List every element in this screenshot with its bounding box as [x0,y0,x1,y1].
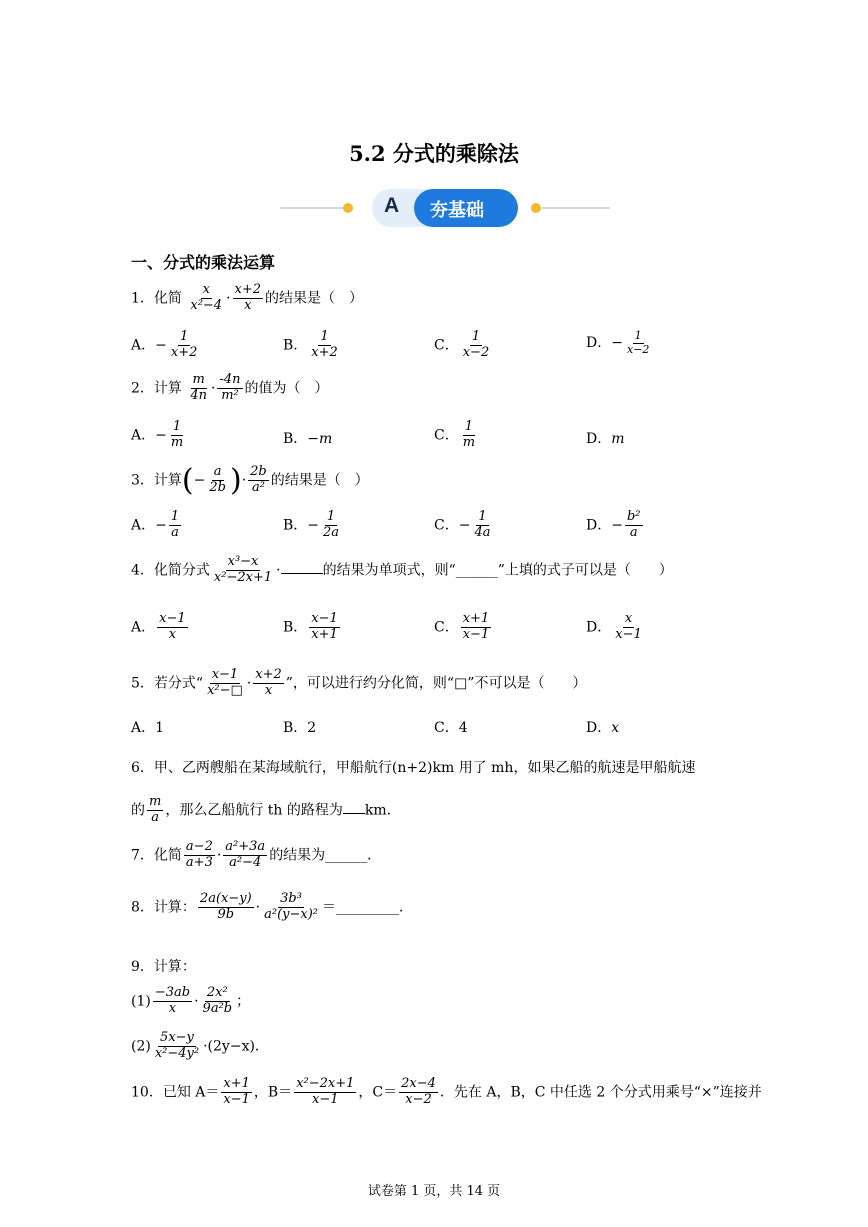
left-dot-icon [343,203,353,213]
q-lead: 化简 [153,290,182,307]
fraction: $\frac{m}{a}$ [149,794,162,825]
fraction: $\frac{2b}{\text{a²}}$ [250,464,267,495]
q-number: 1． [131,290,154,307]
q1-option-b[interactable]: B． $\frac{1}{x+2}$ [283,329,338,360]
fraction: $\frac{-3ab}{x}$ [154,985,191,1016]
banner-text: 夯基础 [430,200,484,221]
q5-option-b[interactable]: B．2 [283,720,317,736]
fraction: $\frac{\text{a²+3a}}{\text{a²−4}}$ [225,839,266,870]
question-9-part-2: (2) $\frac{5x-y}{\text{x²−4y²}}$ ·(2y−x)． [131,1030,269,1061]
q2-option-b[interactable]: B．−m [283,431,333,447]
q1-option-a[interactable]: A．− $\frac{1}{x+2}$ [131,329,198,360]
q2-option-a[interactable]: A．− $\frac{1}{m}$ [131,419,184,450]
fraction: $\frac{x}{\text{x²−4}}$ [190,282,223,313]
fraction: $\frac{a-2}{a+3}$ [185,839,213,870]
fraction: $\frac{2a(x-y)}{9b}$ [199,891,252,922]
question-5: 5．若分式“ $\frac{x-1}{\text{x²−□}}$ · $\frac{x+2}{x}$ ”，可以进行约分化简，则“□”不可以是（ ） [131,667,587,698]
q3-option-d[interactable]: D．− $\frac{\text{b²}}{a}$ [586,509,641,540]
q2-option-d[interactable]: D．m [586,431,625,447]
fraction: $\frac{-4n}{\text{m²}}$ [219,372,241,403]
section-heading: 一、分式的乘法运算 [131,253,276,272]
fraction: $\frac{\text{2x²}}{\text{9a²b}}$ [202,985,233,1016]
page-title: 5.2 分式的乘除法 [349,141,519,166]
q5-option-a[interactable]: A．1 [131,720,165,736]
fraction: $\frac{x+2}{x}$ [234,282,262,313]
fraction: $\frac{\text{x²−2x+1}}{x-1}$ [296,1076,355,1107]
q4-option-a[interactable]: A． $\frac{x-1}{x}$ [131,611,186,642]
fraction: $\frac{5x-y}{\text{x²−4y²}}$ [154,1030,200,1061]
fraction: $\frac{2x-4}{x-2}$ [401,1076,436,1107]
q1-option-c[interactable]: C． $\frac{1}{x-2}$ [434,329,490,360]
question-3: 3．计算(− $\frac{a}{2b}$ )· $\frac{2b}{\text{a²}}$ 的结果是（ ） [131,463,369,498]
question-9-part-1: (1) $\frac{-3ab}{x}$ · $\frac{\text{2x²}}{\text{9a²b}}$ ； [131,985,251,1016]
question-7: 7．化简 $\frac{a-2}{a+3}$ · $\frac{\text{a²+3a}}{\text{a²−4}}$ 的结果为______． [131,839,382,870]
question-6-line1: 6．甲、乙两艘船在某海域航行，甲船航行(n+2)km 用了 mh，如果乙船的航速是甲船航速 [131,760,696,776]
fraction: $\frac{\text{3b³}}{\text{a²(y−x)²}}$ [264,891,318,922]
fraction: $\frac{a}{2b}$ [209,464,226,495]
fraction: $\frac{x+1}{x-1}$ [223,1076,250,1107]
section-banner [280,185,610,231]
question-6-line2: 的 $\frac{m}{a}$ ，那么乙船航行 th 的路程为 km． [131,794,401,825]
banner-letter: A [384,194,400,217]
q2-option-c[interactable]: C． $\frac{1}{m}$ [434,419,476,450]
q3-option-b[interactable]: B．− $\frac{1}{2a}$ [283,509,340,540]
page-footer: 试卷第 1 页，共 14 页 [367,1184,501,1199]
q4-option-b[interactable]: B． $\frac{x-1}{x+1}$ [283,611,338,642]
fraction: $\frac{m}{4n}$ [190,372,208,403]
q4-option-c[interactable]: C． $\frac{x+1}{x-1}$ [434,611,490,642]
q5-option-d[interactable]: D．x [586,720,620,736]
q4-option-d[interactable]: D． $\frac{x}{x-1}$ [586,611,642,642]
question-8: 8．计算： $\frac{2a(x-y)}{9b}$ · $\frac{\text{3b³}}{\text{a²(y−x)²}}$ ＝_________． [131,891,413,922]
question-2: 2．计算 $\frac{m}{4n}$ · $\frac{-4n}{\text{m²}}$ 的值为（ ） [131,372,329,403]
fraction: $\frac{x-1}{\text{x²−□}}$ [207,667,243,698]
q1-option-d[interactable]: D．− $\frac{1}{x-2}$ [586,329,650,356]
q3-option-a[interactable]: A．− $\frac{1}{a}$ [131,509,180,540]
question-4: 4．化简分式 $\frac{\text{x³−x}}{\text{x²−2x+1}}$ · 的结果为单项式，则“______”上填的式子可以是（ ） [131,554,673,585]
fraction: $\frac{x+2}{x}$ [255,667,282,698]
right-dot-icon [531,203,541,213]
fraction: $\frac{\text{x³−x}}{\text{x²−2x+1}}$ [213,554,273,585]
question-10: 10．已知 A＝ $\frac{x+1}{x-1}$ ，B＝ $\frac{\text{x²−2x+1}}{x-1}$ ，C＝ $\frac{2x-4}{x-2}$ ．先在 A，B，C 中任选 2 个分式用乘号“×”连接并 [131,1076,762,1107]
q3-option-c[interactable]: C．− $\frac{1}{4a}$ [434,509,491,540]
question-1: 1．化简 $\frac{x}{\text{x²−4}}$ · $\frac{x+2}{x}$ 的结果是（ ） [131,282,364,313]
q5-option-c[interactable]: C．4 [434,720,468,736]
q-tail: 的结果是（ ） [265,290,364,307]
question-9: 9．计算： [131,959,196,975]
